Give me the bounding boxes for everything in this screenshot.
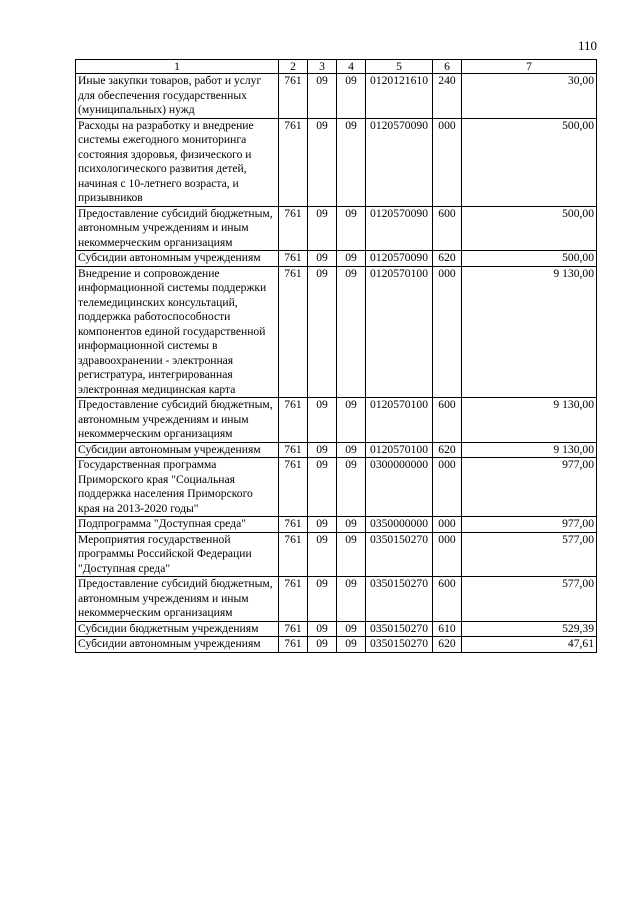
row-vr-cell: 620: [433, 251, 462, 267]
row-csr-cell: 0120570090: [366, 251, 433, 267]
table-row: [76, 206, 597, 251]
row-ved-cell: 761: [279, 458, 308, 517]
table-row: [76, 621, 597, 637]
row-ved-cell: 761: [279, 577, 308, 622]
table-row: [76, 458, 597, 517]
row-rz-cell: 09: [308, 532, 337, 577]
row-rz-cell: 09: [308, 266, 337, 398]
row-ved-cell: 761: [279, 621, 308, 637]
row-csr-cell: 0350150270: [366, 621, 433, 637]
row-sum-cell: 977,00: [462, 517, 597, 533]
row-pr-cell: 09: [337, 74, 366, 119]
table-row: [76, 398, 597, 443]
row-pr-cell: 09: [337, 251, 366, 267]
row-name-cell: Предоставление субсидий бюджетным, автономным учреждениям и иным некоммерческим организациям: [76, 398, 279, 443]
row-rz-cell: 09: [308, 442, 337, 458]
row-rz-cell: 09: [308, 74, 337, 119]
row-sum-cell: 577,00: [462, 577, 597, 622]
row-vr-cell: 000: [433, 266, 462, 398]
row-pr-cell: 09: [337, 206, 366, 251]
row-sum-cell: 9 130,00: [462, 442, 597, 458]
column-header: 2: [279, 60, 308, 74]
row-sum-cell: 577,00: [462, 532, 597, 577]
row-vr-cell: 000: [433, 118, 462, 206]
row-pr-cell: 09: [337, 266, 366, 398]
row-sum-cell: 30,00: [462, 74, 597, 119]
row-pr-cell: 09: [337, 458, 366, 517]
row-csr-cell: 0350150270: [366, 577, 433, 622]
row-name-cell: Расходы на разработку и внедрение системы ежегодного мониторинга состояния здоровья, физического и психологического развития детей, начиная с 10-летнего возраста, и призывников: [76, 118, 279, 206]
table-row: [76, 118, 597, 206]
table-row: [76, 251, 597, 267]
row-ved-cell: 761: [279, 442, 308, 458]
row-vr-cell: 000: [433, 458, 462, 517]
row-sum-cell: 500,00: [462, 251, 597, 267]
row-csr-cell: 0120570090: [366, 206, 433, 251]
table-row: [76, 532, 597, 577]
row-rz-cell: 09: [308, 577, 337, 622]
row-name-cell: Внедрение и сопровождение информационной системы поддержки телемедицинских консультаций, поддержка работоспособности компонентов единой государственной информационной системы в здравоохранении - электронная регистратура, интегрированная электронная медицинская карта: [76, 266, 279, 398]
row-sum-cell: 9 130,00: [462, 266, 597, 398]
row-pr-cell: 09: [337, 532, 366, 577]
column-header: 1: [76, 60, 279, 74]
row-rz-cell: 09: [308, 458, 337, 517]
row-vr-cell: 620: [433, 442, 462, 458]
row-pr-cell: 09: [337, 517, 366, 533]
row-name-cell: Субсидии автономным учреждениям: [76, 637, 279, 653]
row-pr-cell: 09: [337, 118, 366, 206]
row-csr-cell: 0120570100: [366, 442, 433, 458]
row-sum-cell: 47,61: [462, 637, 597, 653]
row-vr-cell: 600: [433, 398, 462, 443]
column-header: 5: [366, 60, 433, 74]
row-name-cell: Субсидии автономным учреждениям: [76, 442, 279, 458]
row-csr-cell: 0350150270: [366, 532, 433, 577]
row-name-cell: Предоставление субсидий бюджетным, автономным учреждениям и иным некоммерческим организациям: [76, 206, 279, 251]
row-csr-cell: 0120570090: [366, 118, 433, 206]
row-name-cell: Субсидии автономным учреждениям: [76, 251, 279, 267]
table-row: [76, 637, 597, 653]
row-name-cell: Субсидии бюджетным учреждениям: [76, 621, 279, 637]
row-vr-cell: 240: [433, 74, 462, 119]
row-rz-cell: 09: [308, 637, 337, 653]
row-name-cell: Иные закупки товаров, работ и услуг для обеспечения государственных (муниципальных) нужд: [76, 74, 279, 119]
row-rz-cell: 09: [308, 621, 337, 637]
row-vr-cell: 620: [433, 637, 462, 653]
budget-table: [75, 59, 597, 653]
table-row: [76, 517, 597, 533]
row-sum-cell: 9 130,00: [462, 398, 597, 443]
row-csr-cell: 0120570100: [366, 266, 433, 398]
row-vr-cell: 000: [433, 517, 462, 533]
row-rz-cell: 09: [308, 206, 337, 251]
row-rz-cell: 09: [308, 118, 337, 206]
row-pr-cell: 09: [337, 442, 366, 458]
row-ved-cell: 761: [279, 206, 308, 251]
row-ved-cell: 761: [279, 118, 308, 206]
table-row: [76, 442, 597, 458]
row-ved-cell: 761: [279, 74, 308, 119]
row-name-cell: Государственная программа Приморского края "Социальная поддержка населения Приморского края на 2013-2020 годы": [76, 458, 279, 517]
column-header: 4: [337, 60, 366, 74]
row-vr-cell: 610: [433, 621, 462, 637]
row-name-cell: Подпрограмма "Доступная среда": [76, 517, 279, 533]
row-rz-cell: 09: [308, 251, 337, 267]
row-sum-cell: 977,00: [462, 458, 597, 517]
row-ved-cell: 761: [279, 398, 308, 443]
row-ved-cell: 761: [279, 251, 308, 267]
row-pr-cell: 09: [337, 637, 366, 653]
row-sum-cell: 529,39: [462, 621, 597, 637]
row-ved-cell: 761: [279, 532, 308, 577]
table-header: [76, 60, 597, 74]
row-name-cell: Мероприятия государственной программы Российской Федерации "Доступная среда": [76, 532, 279, 577]
row-name-cell: Предоставление субсидий бюджетным, автономным учреждениям и иным некоммерческим организациям: [76, 577, 279, 622]
column-header: 3: [308, 60, 337, 74]
row-rz-cell: 09: [308, 398, 337, 443]
page-number: 110: [577, 38, 597, 53]
row-pr-cell: 09: [337, 577, 366, 622]
row-csr-cell: 0350000000: [366, 517, 433, 533]
row-csr-cell: 0300000000: [366, 458, 433, 517]
row-vr-cell: 600: [433, 577, 462, 622]
row-ved-cell: 761: [279, 517, 308, 533]
table-row: [76, 74, 597, 119]
row-csr-cell: 0120121610: [366, 74, 433, 119]
row-ved-cell: 761: [279, 266, 308, 398]
column-header: 6: [433, 60, 462, 74]
row-sum-cell: 500,00: [462, 118, 597, 206]
table-row: [76, 577, 597, 622]
row-pr-cell: 09: [337, 621, 366, 637]
row-ved-cell: 761: [279, 637, 308, 653]
row-csr-cell: 0350150270: [366, 637, 433, 653]
header-row: [76, 60, 597, 74]
table-row: [76, 266, 597, 398]
row-csr-cell: 0120570100: [366, 398, 433, 443]
column-header: 7: [462, 60, 597, 74]
row-vr-cell: 600: [433, 206, 462, 251]
row-rz-cell: 09: [308, 517, 337, 533]
row-sum-cell: 500,00: [462, 206, 597, 251]
row-vr-cell: 000: [433, 532, 462, 577]
table-body: [76, 74, 597, 653]
row-pr-cell: 09: [337, 398, 366, 443]
